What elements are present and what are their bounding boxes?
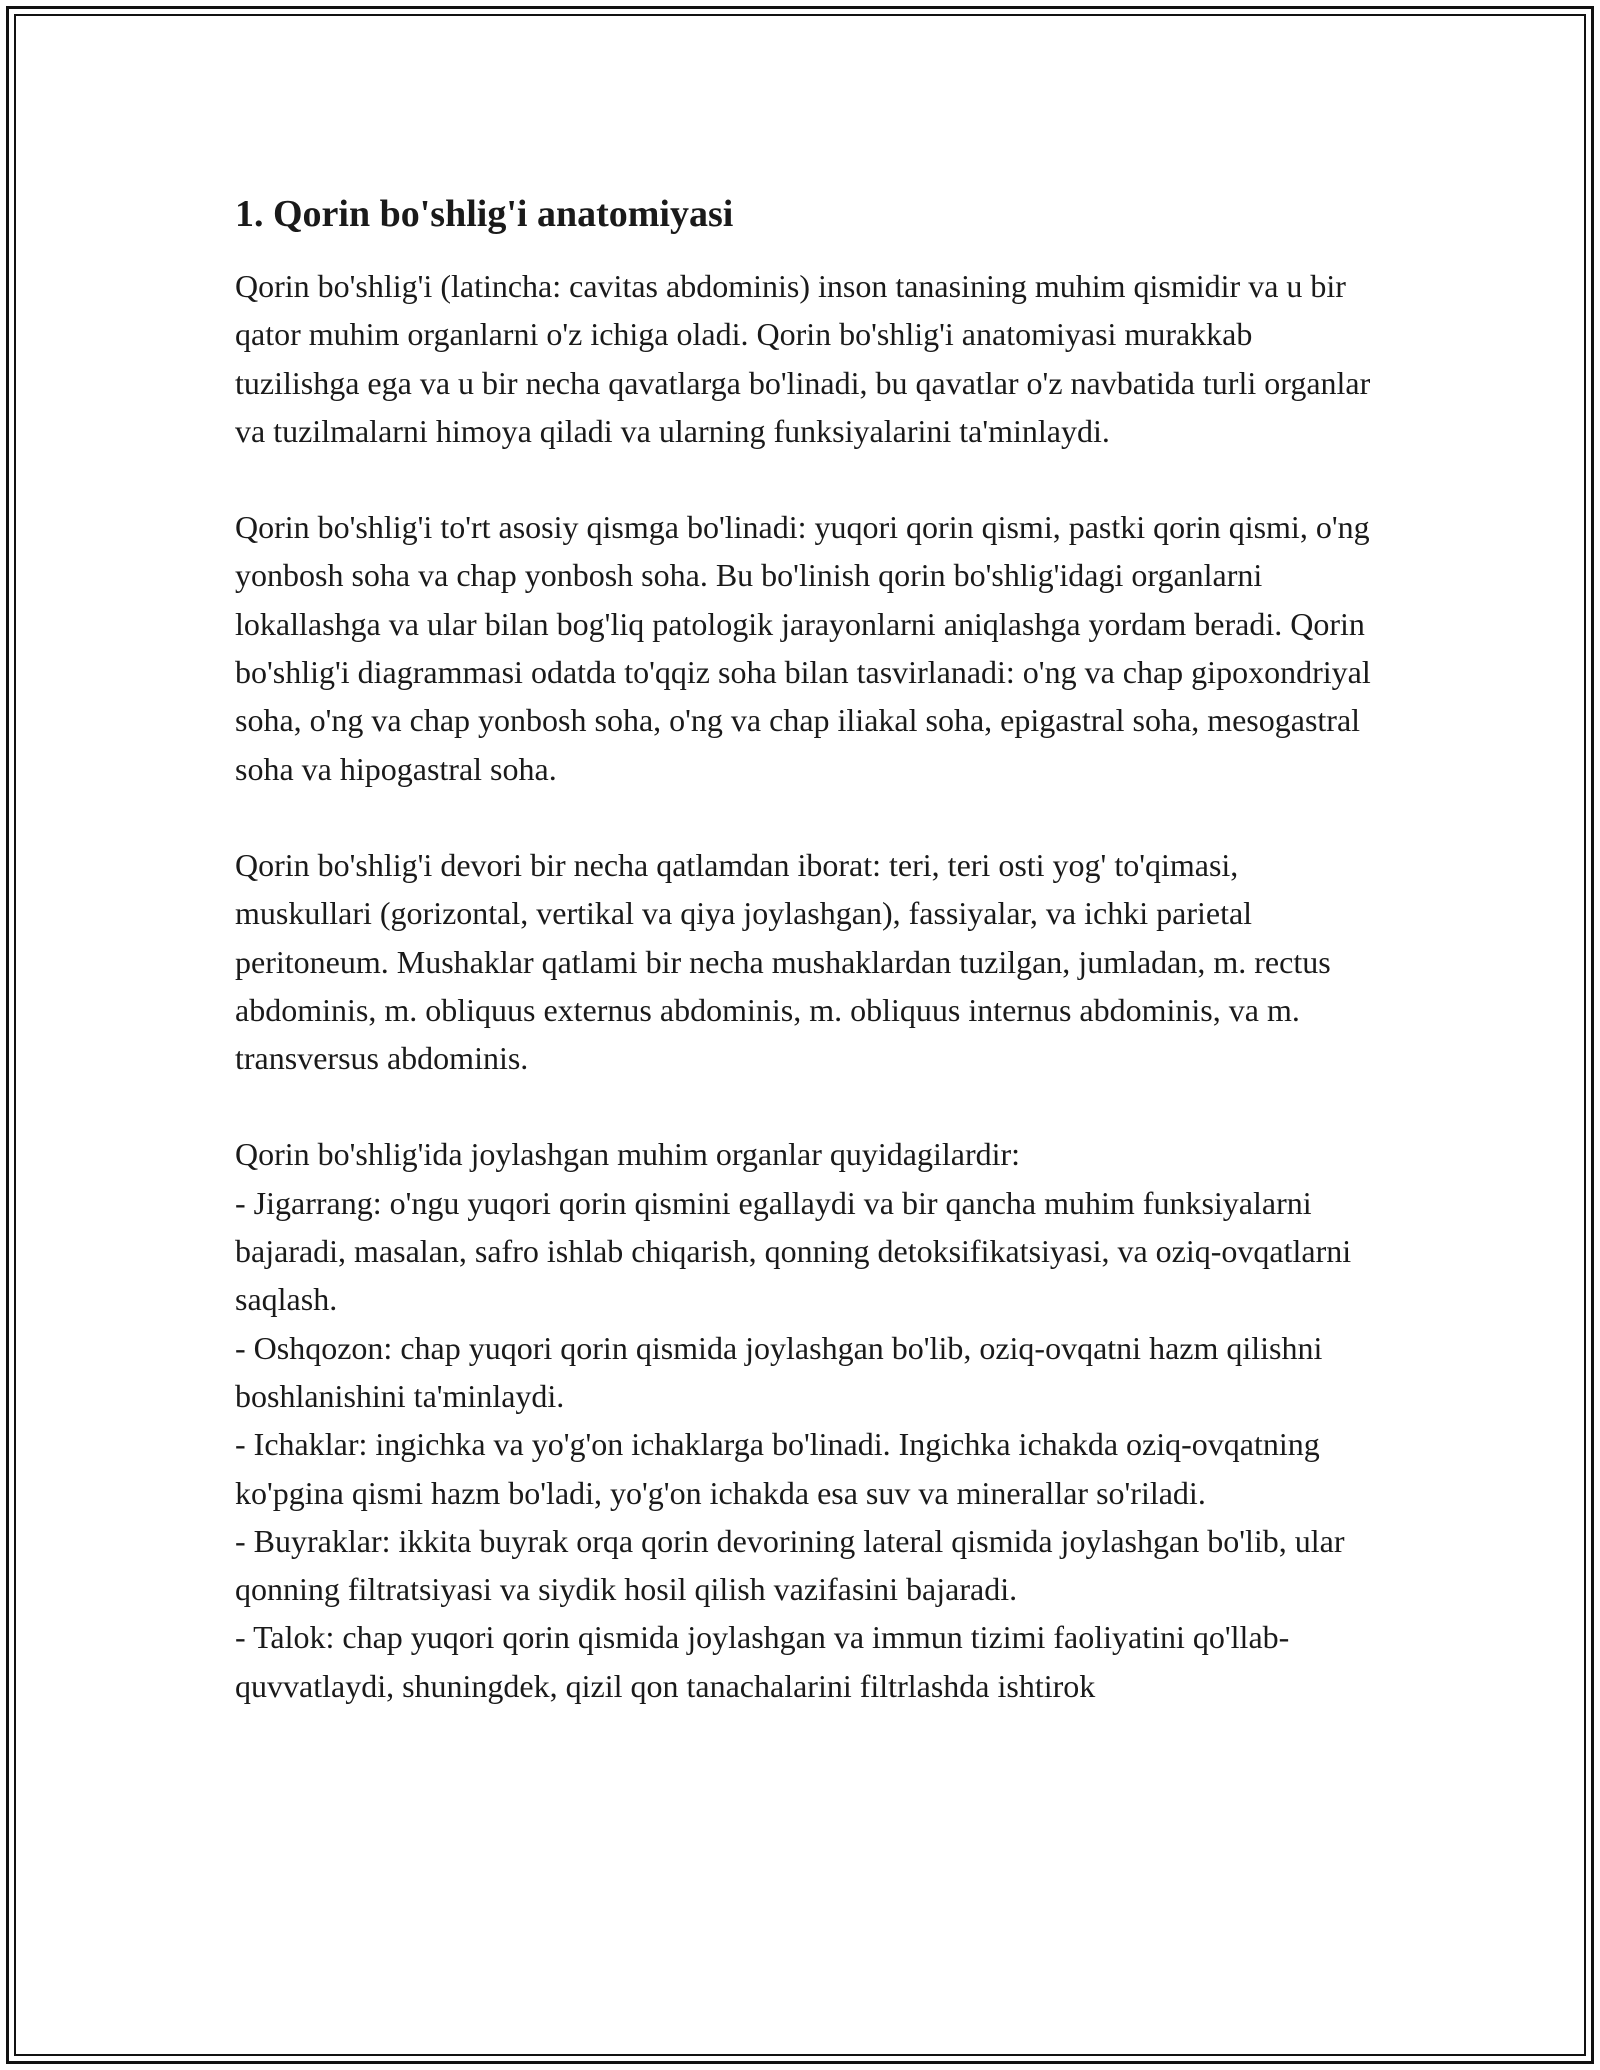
document-content [235, 188, 1375, 1710]
organ-item-kidneys: - Buyraklar: ikkita buyrak orqa qorin devorining lateral qismida joylashgan bo'lib, ular qonning filtratsiyasi va siydik hosil qilish vazifasini bajaradi. [235, 1522, 1345, 1608]
organ-item-spleen: - Talok: chap yuqori qorin qismida joylashgan va immun tizimi faoliyatini qo'llab-quvvatlaydi, shuningdek, qizil qon tanachalarini filtrlashda ishtirok [235, 1619, 1290, 1704]
paragraph-intro: Qorin bo'shlig'i (latincha: cavitas abdominis) inson tanasining muhim qismidir va u bir qator muhim organlarni o'z ichiga oladi. Qorin bo'shlig'i anatomiyasi murakkab tuzilishga ega va u bir necha qavatlarga bo'linadi, bu qavatlar o'z navbatida turli organlar va tuzilmalarni himoya qiladi va ularning funksiyalarini ta'minlaydi. [235, 268, 1371, 449]
paragraph-wall-layers: Qorin bo'shlig'i devori bir necha qatlamdan iborat: teri, teri osti yog' to'qimasi, muskullari (gorizontal, vertikal va qiya joylashgan), fassiyalar, va ichki parietal peritoneum. Mushaklar qatlami bir necha mushaklardan tuzilgan, jumladan, m. rectus abdominis, m. obliquus externus abdominis, m. obliquus internus abdominis, va m. transversus abdominis. [235, 846, 1331, 1077]
organ-item-intestines: - Ichaklar: ingichka va yo'g'on ichaklarga bo'linadi. Ingichka ichakda oziq-ovqatning ko'pgina qismi hazm bo'ladi, yo'g'on ichakda esa suv va minerallar so'riladi. [235, 1426, 1320, 1511]
paragraph-regions: Qorin bo'shlig'i to'rt asosiy qismga bo'linadi: yuqori qorin qismi, pastki qorin qismi, o'ng yonbosh soha va chap yonbosh soha. Bu bo'linish qorin bo'shlig'idagi organlarni lokallashga va ular bilan bog'liq patologik jarayonlarni aniqlashga yordam beradi. Qorin bo'shlig'i diagrammasi odatda to'qqiz soha bilan tasvirlanadi: o'ng va chap gipoxondriyal soha, o'ng va chap yonbosh soha, o'ng va chap iliakal soha, epigastral soha, mesogastral soha va hipogastral soha. [235, 509, 1371, 787]
organ-list [235, 1179, 1375, 1710]
section-title: 1. Qorin bo'shlig'i anatomiyasi [235, 193, 734, 235]
organ-item-stomach: - Oshqozon: chap yuqori qorin qismida joylashgan bo'lib, oziq-ovqatni hazm qilishni boshlanishini ta'minlaydi. [235, 1329, 1323, 1414]
organ-list-intro: Qorin bo'shlig'ida joylashgan muhim organlar quyidagilardir: [235, 1136, 1021, 1173]
organ-item-liver: - Jigarrang: o'ngu yuqori qorin qismini egallaydi va bir qancha muhim funksiyalarni bajaradi, masalan, safro ishlab chiqarish, qonning detoksifikatsiyasi, va oziq-ovqatlarni saqlash. [235, 1184, 1352, 1318]
